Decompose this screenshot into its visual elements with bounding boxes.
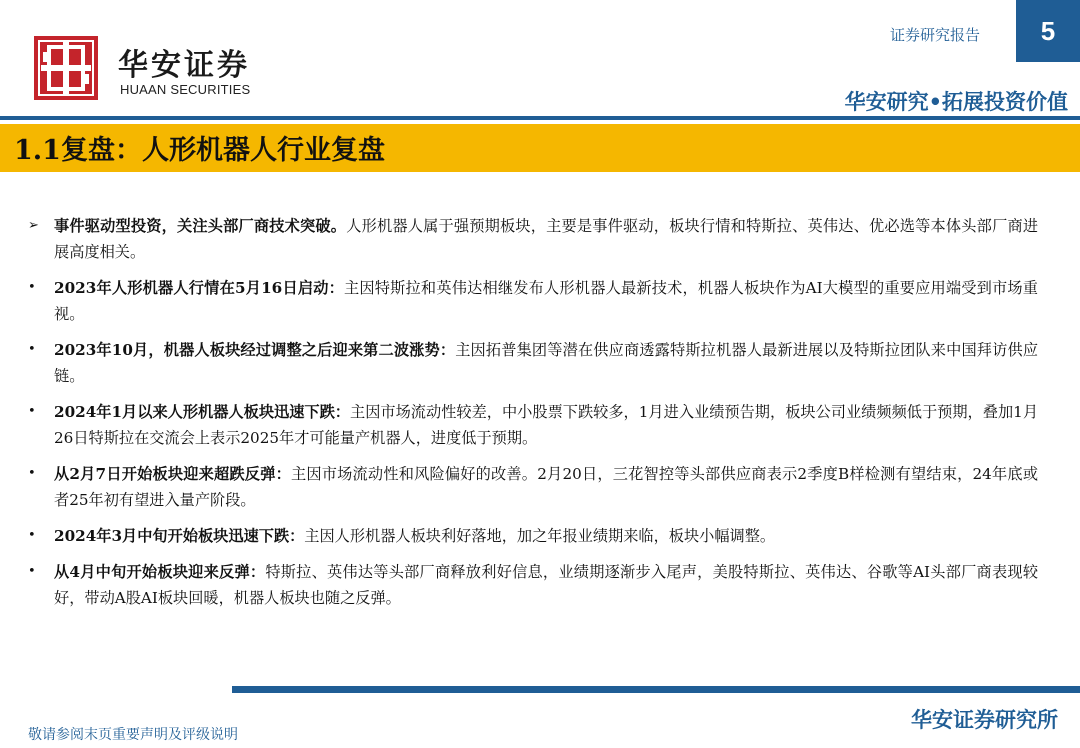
- header-slogan: 华安研究•拓展投资价值: [844, 90, 1068, 114]
- item-text: 人形机器人属于强预期板块，主要是事件驱动，板块行情和特斯拉、英伟达、优必选等本体头部厂商进展高度相关。: [54, 217, 1039, 261]
- item-heading: 事件驱动型投资，关注头部厂商技术突破。: [54, 217, 347, 235]
- item-text: 特斯拉、英伟达等头部厂商释放利好信息，业绩期逐渐步入尾声，美股特斯拉、英伟达、谷歌等AI头部厂商表现较好，带动A股AI板块回暖，机器人板块也随之反弹。: [54, 563, 1039, 607]
- item-heading: 2024年1月以来人形机器人板块迅速下跌：: [54, 403, 351, 421]
- dot-bullet-icon: •: [28, 280, 36, 295]
- dot-bullet-icon: •: [28, 466, 36, 481]
- dot-bullet-icon: •: [28, 404, 36, 419]
- list-item: [28, 461, 1038, 513]
- dot-bullet-icon: •: [28, 342, 36, 357]
- footer-disclaimer: 敬请参阅末页重要声明及评级说明: [28, 727, 238, 743]
- section-title: 1.1复盘：人形机器人行业复盘: [14, 135, 385, 166]
- dot-bullet-icon: •: [28, 564, 36, 579]
- item-text: 主因拓普集团等潜在供应商透露特斯拉机器人最新进展以及特斯拉团队来中国拜访供应链。: [54, 341, 1039, 385]
- report-type-label: 证券研究报告: [890, 26, 981, 44]
- item-text: 主因人形机器人板块利好落地，加之年报业绩期来临，板块小幅调整。: [304, 527, 776, 545]
- footer-institute-name: 华安证券研究所: [911, 708, 1058, 732]
- arrow-bullet-icon: ➢: [28, 218, 39, 233]
- logo-chinese-name: 华安证券: [118, 48, 250, 83]
- list-item: [28, 399, 1038, 451]
- list-item: [28, 559, 1038, 611]
- bullet-list: [28, 213, 1038, 621]
- item-text: 主因市场流动性较差，中小股票下跌较多，1月进入业绩预告期，板块公司业绩频频低于预期，叠加1月26日特斯拉在交流会上表示2025年才可能量产机器人，进度低于预期。: [54, 403, 1039, 447]
- section-title-bar: [0, 124, 1080, 172]
- page-number-badge: [1016, 0, 1080, 62]
- list-item: [28, 275, 1038, 327]
- page-number: 5: [1040, 15, 1056, 46]
- footer-divider: [232, 686, 1080, 693]
- list-item: [28, 337, 1038, 389]
- header-divider: [0, 116, 1080, 120]
- list-item: [28, 213, 1038, 265]
- huaan-logo-icon: [34, 36, 98, 100]
- logo-english-name: HUAAN SECURITIES: [120, 82, 251, 97]
- item-heading: 2024年3月中旬开始板块迅速下跌：: [54, 527, 305, 545]
- item-heading: 从4月中旬开始板块迎来反弹：: [54, 563, 266, 581]
- item-text: 主因市场流动性和风险偏好的改善。2月20日，三花智控等头部供应商表示2季度B样检测有望结束，24年底或者25年初有望进入量产阶段。: [54, 465, 1039, 509]
- item-heading: 从2月7日开始板块迎来超跌反弹：: [54, 465, 291, 483]
- list-item: [28, 523, 1038, 549]
- item-heading: 2023年10月，机器人板块经过调整之后迎来第二波涨势：: [54, 341, 456, 359]
- dot-bullet-icon: •: [28, 528, 36, 543]
- item-heading: 2023年人形机器人行情在5月16日启动：: [54, 279, 344, 297]
- item-text: 主因特斯拉和英伟达相继发布人形机器人最新技术，机器人板块作为AI大模型的重要应用端受到市场重视。: [54, 279, 1038, 323]
